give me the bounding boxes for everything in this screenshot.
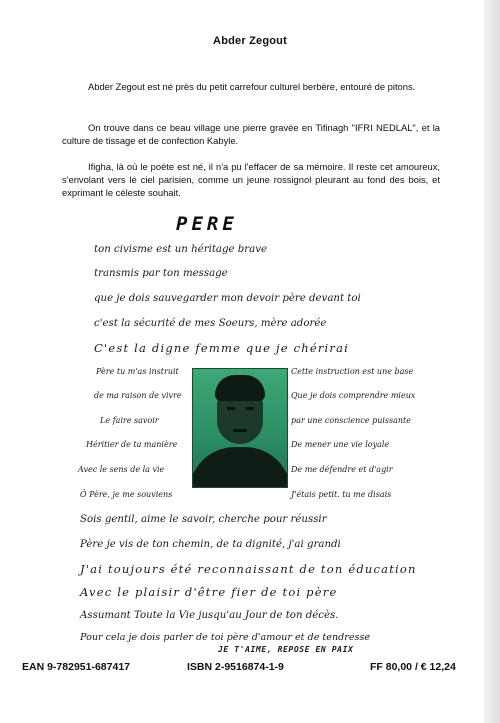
poem-line: Le faire savoir [100,416,159,425]
poem-line: J'ai toujours été reconnaissant de ton éducation [80,562,417,576]
photo-mouth [233,429,247,432]
price-label: FF 80,00 / € 12,24 [370,661,456,673]
poem-line: Que je dois comprendre mieux [291,391,416,400]
poem-line: C'est la digne femme que je chérirai [94,341,350,355]
poem-line: que je dois sauvegarder mon devoir père devant toi [94,293,361,304]
poem-title: PERE [176,213,238,235]
poem-line: ton civisme est un héritage brave [94,244,268,255]
page-title: Abder Zegout [213,35,287,47]
photo-hair [215,375,265,401]
poem-line: De me défendre et d'agir [291,465,393,474]
poem-line: Héritier de ta manière [86,440,178,449]
poem-line: Sois gentil, aime le savoir, cherche pour réussir [80,514,327,525]
poem-line: de ma raison de vivre [94,391,182,400]
poem-line: Père tu m'as instruit [96,367,179,376]
intro-text-1: Abder Zegout est né près du petit carrefour culturel berbère, entouré de pitons. [88,81,416,92]
poem-line: Assumant Toute la Vie jusqu'au Jour de ton décès. [80,610,339,621]
poem-line: Avec le sens de la vie [78,465,165,474]
page-edge [484,0,500,723]
photo-shoulders [192,447,288,488]
poem-line: De mener une vie loyale [291,440,390,449]
photo-eye [246,407,254,410]
poem-line: c'est la sécurité de mes Soeurs, mère adorée [94,318,327,329]
poem-line: Pour cela je dois parler de toi père d'amour et de tendresse [80,632,371,643]
poem-line: transmis par ton message [94,268,228,279]
intro-paragraph-3 [62,160,440,199]
poem-line: Ô Père, je me souviens [80,490,173,499]
photo-eye [227,407,235,410]
intro-text-2: On trouve dans ce beau village une pierre gravée en Tifinagh "IFRI NEDLAL", et la culture de tissage et de confection Kabyle. [62,122,440,146]
intro-text-3: Ifigha, là où le poète est né, il n'a pu l'effacer de sa mémoire. Il reste cet amoureux, s'envolant vers le ciel parisien, comme un jeune rossignol pleurant au fond des bois, et exprimant le céleste souhait. [62,161,440,198]
poem-line: JE T'AIME, REPOSE EN PAIX [218,645,354,654]
poem-line: par une conscience puissante [291,416,411,425]
poem-line: J'étais petit. tu me disais [291,490,392,499]
poem-line: Cette instruction est une base [291,367,414,376]
intro-paragraph-2 [62,121,440,147]
poem-line: Avec le plaisir d'être fier de toi père [80,585,338,599]
intro-paragraph-1 [62,80,440,93]
isbn-code: ISBN 2-9516874-1-9 [187,661,284,673]
portrait-photo [192,368,288,488]
ean-code: EAN 9-782951-687417 [22,661,130,673]
poem-line: Père je vis de ton chemin, de ta dignité, j'ai grandi [80,539,341,550]
